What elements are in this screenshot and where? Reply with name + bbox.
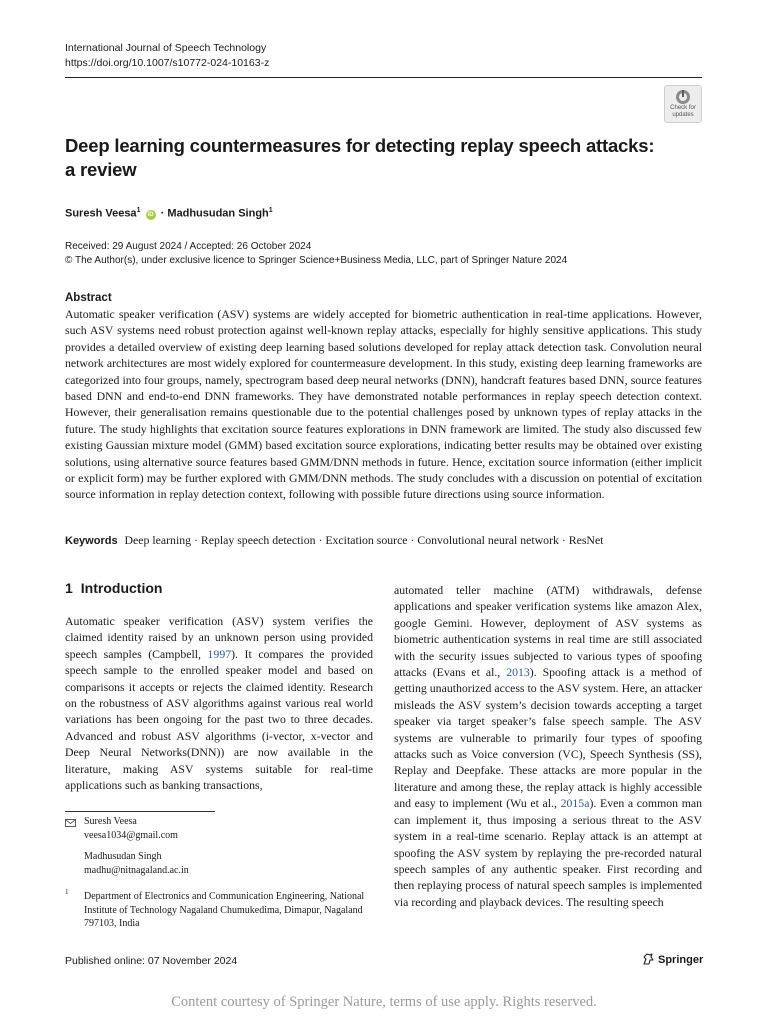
author-name[interactable]: Suresh Veesa — [65, 207, 137, 220]
header-rule — [65, 77, 702, 78]
keywords — [65, 532, 702, 549]
citation-link[interactable]: 2015a — [560, 796, 590, 811]
copyright-notice: © The Author(s), under exclusive licence to Springer Science+Business Media, LLC, part of Springer Nature 2024 — [65, 255, 568, 266]
article-title: Deep learning countermeasures for detecting replay speech attacks: a review — [65, 135, 655, 180]
author-separator: · — [157, 207, 168, 220]
keywords-label: Keywords — [65, 535, 118, 547]
contact-name: Suresh Veesa — [84, 816, 137, 827]
abstract-heading: Abstract — [65, 292, 112, 304]
corresponding-authors — [84, 815, 189, 877]
section-title: Introduction — [80, 580, 163, 596]
envelope-icon — [65, 819, 76, 827]
affiliation-marker: 1 — [136, 207, 141, 214]
author-list — [65, 202, 273, 223]
citation-link[interactable]: 2013 — [506, 665, 530, 680]
body-text: ). Spoofing attack is a method of getting unauthorized access to the ASV system. Here, an attacker misleads the ASV system’s decision towards accepting a target speaker via target speaker’s false speech sample. The ASV systems are vulnerable to primarily four types of spoofing attacks such as Voice conversion (VC), Speech Synthesis (SS), Replay and Deepfake. These attacks are more popular in the literature and among these, the replay attack is highly accessible and easy to implement (Wu et al., — [394, 665, 703, 811]
check-for-updates-badge[interactable] — [664, 85, 702, 123]
body-column-right — [394, 582, 702, 910]
doi-link[interactable]: https://doi.org/10.1007/s10772-024-10163-z — [65, 57, 270, 69]
check-updates-icon — [675, 89, 691, 105]
springer-horse-icon — [641, 952, 655, 966]
citation-link[interactable]: 1997 — [207, 646, 232, 661]
journal-name: International Journal of Speech Technology — [65, 42, 267, 54]
contact-email[interactable]: veesa1034@gmail.com — [84, 829, 178, 841]
section-number: 1 — [65, 580, 73, 596]
author-name[interactable]: Madhusudan Singh — [167, 207, 269, 220]
body-column-left — [65, 613, 373, 793]
body-text: ). Even a common man can implement it, thus imposing a serious threat to the ASV system in a real-time scenario. Replay attack is an attempt at spoofing the ASV system by replaying the pre-recorded natural speech samples of any authentic speaker. First recording and then replaying process of natural speech samples is implemented via recording and playback devices. The resulting speech — [394, 796, 703, 909]
body-text: Automatic speaker verification (ASV) system verifies the claimed identity raised by an unknown person using provided speech samples (Campbell, — [65, 614, 373, 661]
section-heading — [65, 579, 162, 597]
body-text: ). It compares the provided speech sample to the enrolled speaker model and based on comparisons it accepts or rejects the claimed identity. Research on the robustness of ASV algorithms against various real world variations has been ongoing for the past two to three decades. Advanced and robust ASV algorithms (i-vector, x-vector and Deep Neural Networks(DNN)) are now available in the literature, making ASV systems suitable for real-time applications such as banking transactions, — [65, 646, 373, 793]
orcid-icon[interactable]: iD — [147, 211, 154, 218]
published-date: Published online: 07 November 2024 — [65, 955, 238, 967]
publisher-logo[interactable] — [641, 952, 703, 968]
contact-email[interactable]: madhu@nitnagaland.ac.in — [84, 864, 189, 876]
keywords-text: Deep learning · Replay speech detection · Excitation source · Convolutional neural network · ResNet — [124, 533, 604, 547]
abstract-text: Automatic speaker verification (ASV) systems are widely accepted for biometric authentication in real-time applications. However, such ASV systems need robust protection against well-known replay attacks, especially for highly sensitive applications. This study provides a detailed overview of existing deep learning based solutions developed for replay attack detection task. Convolution neural network architectures are most widely explored for countermeasure development. In this study, existing deep learning frameworks are categorized into four groups, namely, spectrogram based deep neural networks (DNN), handcraft features based DNN, source features based DNN and end-to-end DNN frameworks. They have demonstrated notable performances in replay speech detection context. However, their generalisation remains questionable due to the potential challenges posed by unknown types of replay attacks in the future. The study highlights that excitation source features explorations in DNN framework are limited. The study also discussed few existing Gaussian mixture model (GMM) based excitation source explorations, indicating better results may be obtained over existing solutions, using alternative source features based GMM/DNN methods in future. Hence, excitation source information (either implicit or explicit form) may be further explored with GMM/DNN methods. The study concludes with a discussion on potential of excitation source information in replay detection context, following with possible future directions using source information. — [65, 307, 702, 502]
body-text: automated teller machine (ATM) withdrawals, defense applications and speaker verification systems like amazon Alex, google Gemini. However, deployment of ASV systems as biometric authentication systems in real time are still associated with the security issues subjected to various types of spoofing attacks (Evans et al., — [394, 583, 702, 680]
footnote-rule — [65, 811, 215, 812]
badge-label: Check for updates — [670, 105, 696, 118]
publisher-name: Springer — [658, 954, 704, 966]
article-dates: Received: 29 August 2024 / Accepted: 26 October 2024 — [65, 241, 312, 252]
affiliation-number: 1 — [65, 888, 69, 896]
affiliation-text: Department of Electronics and Communication Engineering, National Institute of Technology Nagaland Chumukedima, Dimapur, Nagaland 797103, India — [84, 891, 365, 929]
courtesy-notice: Content courtesy of Springer Nature, terms of use apply. Rights reserved. — [171, 994, 597, 1010]
affiliation-marker: 1 — [268, 207, 273, 214]
contact-name: Madhusudan Singh — [84, 851, 162, 862]
